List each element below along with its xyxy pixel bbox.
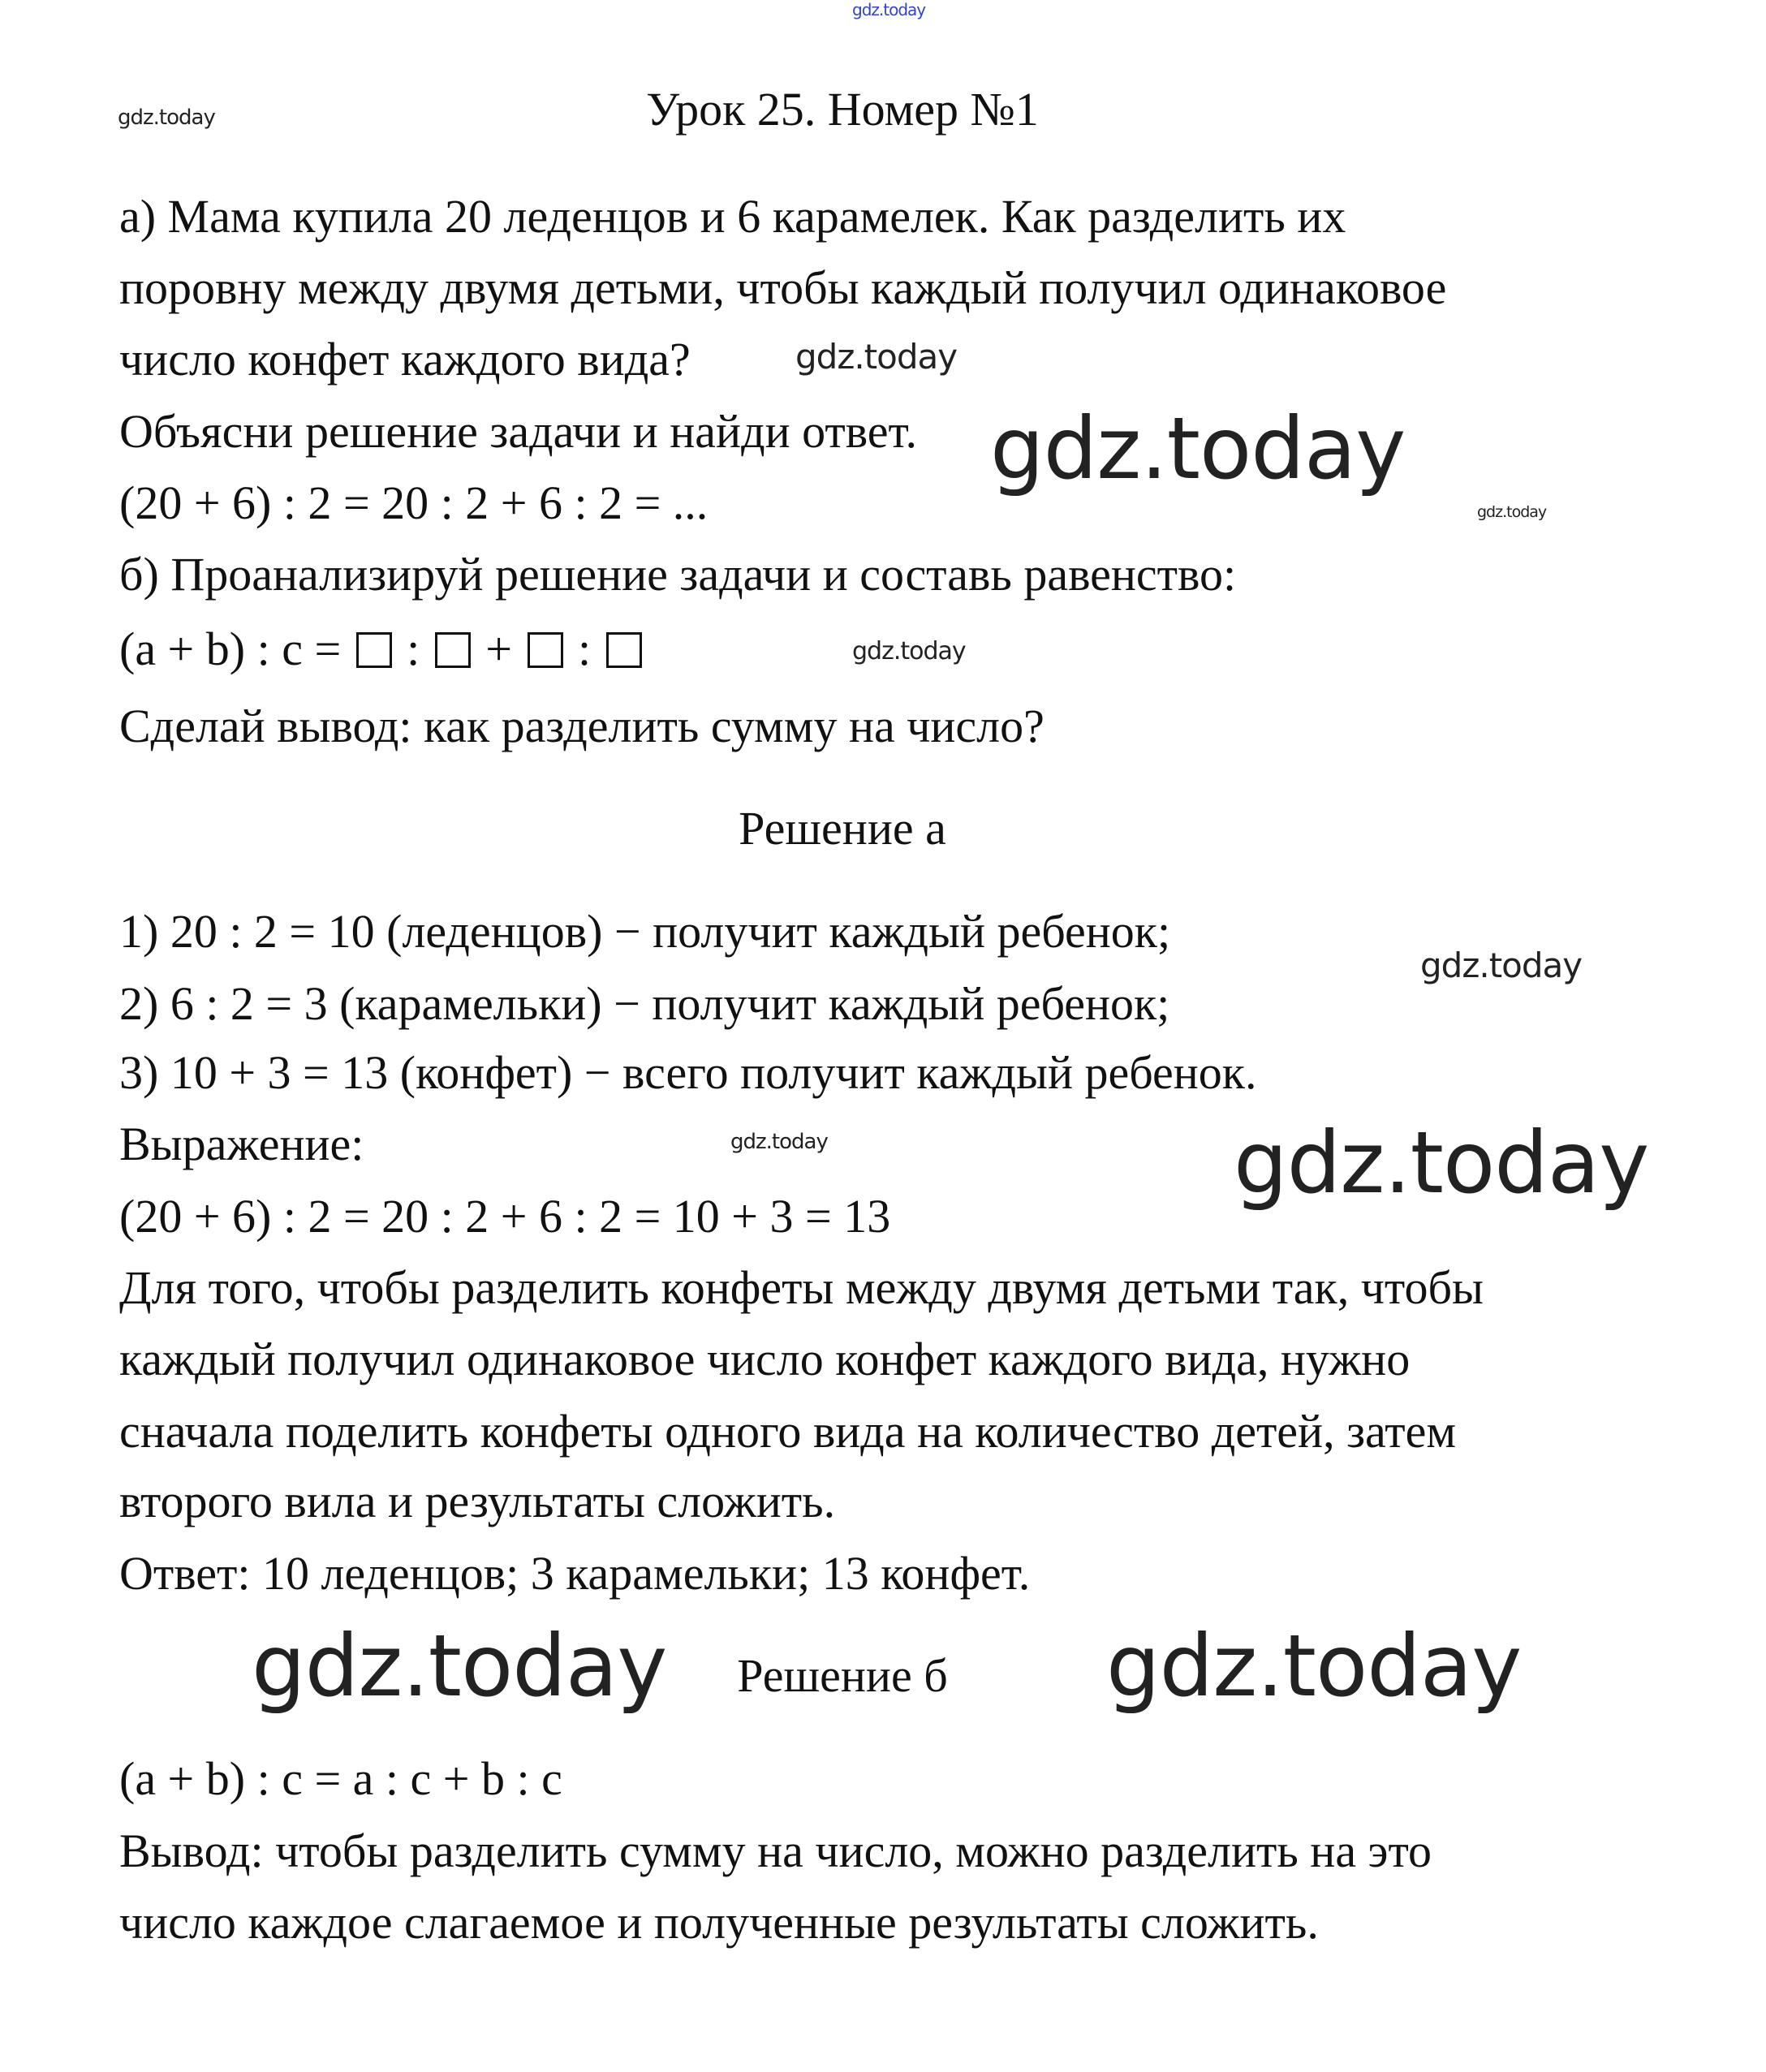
watermark: gdz.today (730, 1130, 828, 1154)
empty-box (435, 632, 471, 668)
watermark-large: gdz.today (252, 1617, 667, 1716)
task-line: а) Мама купила 20 леденцов и 6 карамелек. Как разделить их (119, 190, 1346, 243)
solution-line: второго вила и результаты сложить. (119, 1475, 836, 1527)
solution-a-heading: Решение а (739, 802, 946, 855)
task-b-formula (119, 621, 645, 678)
solution-b-line: (a + b) : c = a : c + b : c (119, 1752, 562, 1805)
watermark: gdz.today (118, 106, 215, 130)
task-formula: (20 + 6) : 2 = 20 : 2 + 6 : 2 = ... (119, 476, 709, 529)
watermark: gdz.today (795, 337, 958, 377)
formula-text: : (566, 622, 603, 675)
solution-line: сначала поделить конфеты одного вида на количество детей, затем (119, 1405, 1457, 1458)
task-line: Объясни решение задачи и найди ответ. (119, 405, 917, 458)
formula-text: (a + b) : c = (119, 622, 353, 675)
empty-box (528, 632, 563, 668)
solution-line: 3) 10 + 3 = 13 (конфет) − всего получит каждый ребенок. (119, 1046, 1257, 1099)
watermark: gdz.today (1477, 503, 1547, 521)
task-b-line: б) Проанализируй решение задачи и составь равенство: (119, 548, 1237, 601)
watermark-large: gdz.today (990, 399, 1406, 498)
solution-line: (20 + 6) : 2 = 20 : 2 + 6 : 2 = 10 + 3 = 13 (119, 1190, 891, 1243)
solution-line: 2) 6 : 2 = 3 (карамельки) − получит каждый ребенок; (119, 977, 1170, 1030)
watermark: gdz.today (852, 637, 966, 666)
solution-line: Для того, чтобы разделить конфеты между двумя детьми так, чтобы (119, 1261, 1484, 1314)
watermark-top[interactable]: gdz.today (852, 0, 926, 19)
task-line: число конфет каждого вида? (119, 333, 691, 386)
solution-line: Выражение: (119, 1118, 364, 1170)
answer-line: Ответ: 10 леденцов; 3 карамельки; 13 конфет. (119, 1547, 1031, 1600)
formula-text: + (473, 622, 524, 675)
solution-b-heading: Решение б (737, 1649, 948, 1702)
task-line: поровну между двумя детьми, чтобы каждый получил одинаковое (119, 261, 1447, 314)
empty-box (606, 632, 642, 668)
solution-line: каждый получил одинаковое число конфет каждого вида, нужно (119, 1333, 1411, 1385)
page-title: Урок 25. Номер №1 (646, 83, 1039, 136)
solution-b-line: число каждое слагаемое и полученные результаты сложить. (119, 1896, 1319, 1949)
solution-line: 1) 20 : 2 = 10 (леденцов) − получит каждый ребенок; (119, 905, 1171, 958)
watermark-large: gdz.today (1234, 1114, 1649, 1213)
watermark-large: gdz.today (1106, 1617, 1522, 1716)
formula-text: : (394, 622, 432, 675)
task-question: Сделай вывод: как разделить сумму на число? (119, 700, 1045, 752)
empty-box (356, 632, 392, 668)
watermark: gdz.today (1420, 946, 1583, 985)
solution-b-line: Вывод: чтобы разделить сумму на число, можно разделить на это (119, 1824, 1432, 1877)
